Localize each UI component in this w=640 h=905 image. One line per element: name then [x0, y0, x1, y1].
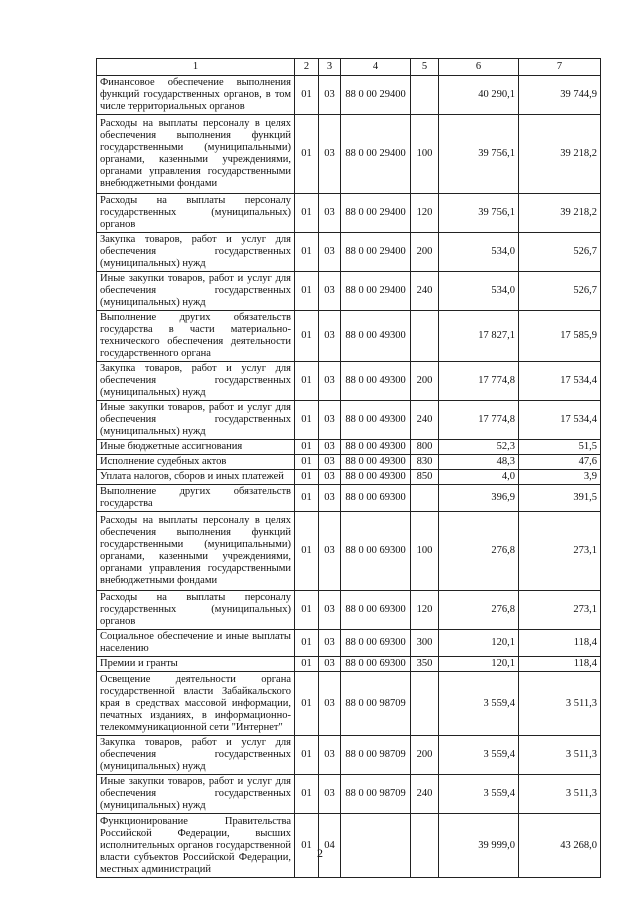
table-row — [97, 485, 601, 512]
cell-name: Закупка товаров, работ и услуг для обеспечения государственных (муниципальных) нужд — [97, 736, 295, 775]
cell-section: 01 — [295, 591, 319, 630]
cell-amount-col6: 534,0 — [439, 272, 519, 311]
cell-target-article: 88 0 00 29400 — [341, 76, 411, 115]
cell-section: 01 — [295, 455, 319, 470]
table-row — [97, 401, 601, 440]
cell-expense-type: 200 — [411, 362, 439, 401]
cell-amount-col7: 39 218,2 — [519, 194, 601, 233]
table-row — [97, 455, 601, 470]
cell-name: Социальное обеспечение и иные выплаты населению — [97, 630, 295, 657]
cell-expense-type: 350 — [411, 657, 439, 672]
cell-section: 01 — [295, 775, 319, 814]
cell-amount-col7: 118,4 — [519, 657, 601, 672]
cell-subsection: 03 — [319, 775, 341, 814]
table-row — [97, 440, 601, 455]
cell-amount-col7: 47,6 — [519, 455, 601, 470]
cell-name: Иные бюджетные ассигнования — [97, 440, 295, 455]
cell-expense-type: 800 — [411, 440, 439, 455]
cell-expense-type: 120 — [411, 194, 439, 233]
cell-target-article: 88 0 00 49300 — [341, 401, 411, 440]
cell-name: Премии и гранты — [97, 657, 295, 672]
cell-section: 01 — [295, 233, 319, 272]
cell-amount-col7: 43 268,0 — [519, 814, 601, 878]
table-body — [97, 76, 601, 878]
cell-amount-col6: 39 756,1 — [439, 115, 519, 194]
cell-target-article: 88 0 00 69300 — [341, 485, 411, 512]
col-header-2: 2 — [295, 59, 319, 76]
cell-subsection: 03 — [319, 672, 341, 736]
cell-amount-col6: 3 559,4 — [439, 775, 519, 814]
cell-expense-type: 240 — [411, 401, 439, 440]
cell-subsection: 03 — [319, 470, 341, 485]
cell-target-article: 88 0 00 29400 — [341, 272, 411, 311]
table-row — [97, 630, 601, 657]
cell-amount-col6: 396,9 — [439, 485, 519, 512]
cell-expense-type: 300 — [411, 630, 439, 657]
cell-subsection: 03 — [319, 440, 341, 455]
cell-name: Выполнение других обязательств государства — [97, 485, 295, 512]
cell-subsection: 03 — [319, 657, 341, 672]
cell-name: Закупка товаров, работ и услуг для обеспечения государственных (муниципальных) нужд — [97, 362, 295, 401]
cell-section: 01 — [295, 657, 319, 672]
cell-subsection: 03 — [319, 401, 341, 440]
cell-target-article: 88 0 00 69300 — [341, 591, 411, 630]
cell-expense-type — [411, 485, 439, 512]
cell-subsection: 03 — [319, 455, 341, 470]
cell-name: Закупка товаров, работ и услуг для обеспечения государственных (муниципальных) нужд — [97, 233, 295, 272]
cell-name: Функционирование Правительства Российской Федерации, высших исполнительных органов государственной власти субъектов Российской Федерации, местных администраций — [97, 814, 295, 878]
cell-expense-type: 850 — [411, 470, 439, 485]
cell-amount-col7: 3 511,3 — [519, 672, 601, 736]
cell-subsection: 03 — [319, 311, 341, 362]
cell-expense-type — [411, 76, 439, 115]
cell-target-article: 88 0 00 29400 — [341, 115, 411, 194]
cell-name: Расходы на выплаты персоналу государственных (муниципальных) органов — [97, 194, 295, 233]
cell-section: 01 — [295, 470, 319, 485]
cell-amount-col7: 526,7 — [519, 233, 601, 272]
table-row — [97, 194, 601, 233]
table-row — [97, 775, 601, 814]
cell-section: 01 — [295, 401, 319, 440]
cell-expense-type — [411, 672, 439, 736]
cell-target-article: 88 0 00 98709 — [341, 672, 411, 736]
col-header-3: 3 — [319, 59, 341, 76]
col-header-4: 4 — [341, 59, 411, 76]
cell-name: Финансовое обеспечение выполнения функций государственных органов, в том числе территориальных органов — [97, 76, 295, 115]
cell-expense-type — [411, 311, 439, 362]
cell-section: 01 — [295, 672, 319, 736]
cell-subsection: 03 — [319, 115, 341, 194]
cell-target-article: 88 0 00 49300 — [341, 311, 411, 362]
col-header-7: 7 — [519, 59, 601, 76]
cell-name: Исполнение судебных актов — [97, 455, 295, 470]
cell-subsection: 03 — [319, 630, 341, 657]
cell-section: 01 — [295, 814, 319, 878]
cell-name: Иные закупки товаров, работ и услуг для обеспечения государственных (муниципальных) нужд — [97, 272, 295, 311]
col-header-1: 1 — [97, 59, 295, 76]
cell-target-article: 88 0 00 98709 — [341, 775, 411, 814]
cell-expense-type: 240 — [411, 775, 439, 814]
cell-subsection: 03 — [319, 591, 341, 630]
cell-amount-col6: 3 559,4 — [439, 672, 519, 736]
table-row — [97, 736, 601, 775]
cell-target-article: 88 0 00 49300 — [341, 455, 411, 470]
cell-amount-col7: 273,1 — [519, 591, 601, 630]
cell-name: Иные закупки товаров, работ и услуг для обеспечения государственных (муниципальных) нужд — [97, 401, 295, 440]
cell-amount-col6: 17 827,1 — [439, 311, 519, 362]
table-row — [97, 657, 601, 672]
cell-amount-col7: 17 585,9 — [519, 311, 601, 362]
cell-section: 01 — [295, 485, 319, 512]
cell-section: 01 — [295, 630, 319, 657]
cell-section: 01 — [295, 512, 319, 591]
cell-target-article: 88 0 00 69300 — [341, 657, 411, 672]
cell-section: 01 — [295, 272, 319, 311]
cell-target-article: 88 0 00 69300 — [341, 630, 411, 657]
cell-amount-col6: 17 774,8 — [439, 362, 519, 401]
cell-section: 01 — [295, 736, 319, 775]
cell-target-article: 88 0 00 49300 — [341, 440, 411, 455]
table-row — [97, 272, 601, 311]
cell-target-article: 88 0 00 98709 — [341, 736, 411, 775]
cell-expense-type: 100 — [411, 115, 439, 194]
table-row — [97, 672, 601, 736]
cell-subsection: 03 — [319, 76, 341, 115]
cell-target-article: 88 0 00 29400 — [341, 233, 411, 272]
cell-amount-col6: 276,8 — [439, 512, 519, 591]
cell-expense-type: 830 — [411, 455, 439, 470]
cell-amount-col7: 3 511,3 — [519, 775, 601, 814]
cell-name: Расходы на выплаты персоналу государственных (муниципальных) органов — [97, 591, 295, 630]
cell-amount-col6: 120,1 — [439, 630, 519, 657]
cell-subsection: 03 — [319, 194, 341, 233]
cell-expense-type: 200 — [411, 233, 439, 272]
cell-amount-col7: 273,1 — [519, 512, 601, 591]
col-header-6: 6 — [439, 59, 519, 76]
cell-amount-col7: 17 534,4 — [519, 362, 601, 401]
cell-target-article: 88 0 00 49300 — [341, 362, 411, 401]
cell-target-article: 88 0 00 49300 — [341, 470, 411, 485]
cell-amount-col7: 391,5 — [519, 485, 601, 512]
cell-name: Иные закупки товаров, работ и услуг для обеспечения государственных (муниципальных) нужд — [97, 775, 295, 814]
cell-subsection: 03 — [319, 362, 341, 401]
cell-section: 01 — [295, 362, 319, 401]
cell-section: 01 — [295, 194, 319, 233]
cell-amount-col6: 39 999,0 — [439, 814, 519, 878]
col-header-5: 5 — [411, 59, 439, 76]
cell-name: Расходы на выплаты персоналу в целях обеспечения выполнения функций государственными (муниципальными) органами, казенными учреждениями, органами управления государственными внебюджетными фондами — [97, 115, 295, 194]
table-row — [97, 311, 601, 362]
header-row — [97, 59, 601, 76]
cell-amount-col7: 39 218,2 — [519, 115, 601, 194]
table-row — [97, 76, 601, 115]
cell-amount-col6: 3 559,4 — [439, 736, 519, 775]
cell-expense-type: 120 — [411, 591, 439, 630]
table-row — [97, 470, 601, 485]
cell-amount-col6: 4,0 — [439, 470, 519, 485]
cell-amount-col6: 48,3 — [439, 455, 519, 470]
cell-subsection: 03 — [319, 736, 341, 775]
table-row — [97, 115, 601, 194]
cell-amount-col7: 526,7 — [519, 272, 601, 311]
page-number: 2 — [317, 846, 323, 860]
cell-name: Расходы на выплаты персоналу в целях обеспечения выполнения функций государственными (муниципальными) органами, казенными учреждениями, органами управления государственными внебюджетными фондами — [97, 512, 295, 591]
cell-section: 01 — [295, 311, 319, 362]
cell-expense-type: 200 — [411, 736, 439, 775]
cell-name: Уплата налогов, сборов и иных платежей — [97, 470, 295, 485]
cell-expense-type: 100 — [411, 512, 439, 591]
cell-amount-col7: 17 534,4 — [519, 401, 601, 440]
cell-amount-col7: 51,5 — [519, 440, 601, 455]
cell-amount-col6: 534,0 — [439, 233, 519, 272]
cell-subsection: 03 — [319, 485, 341, 512]
cell-target-article: 88 0 00 29400 — [341, 194, 411, 233]
cell-name: Выполнение других обязательств государства в части материально-технического обеспечения деятельности государственного органа — [97, 311, 295, 362]
cell-amount-col6: 276,8 — [439, 591, 519, 630]
cell-subsection: 03 — [319, 272, 341, 311]
table-row — [97, 233, 601, 272]
cell-amount-col7: 39 744,9 — [519, 76, 601, 115]
cell-section: 01 — [295, 76, 319, 115]
table-row — [97, 362, 601, 401]
cell-section: 01 — [295, 440, 319, 455]
cell-name: Освещение деятельности органа государственной власти Забайкальского края в средствах массовой информации, печатных изданиях, в информационно-телекоммуникационной сети "Интернет" — [97, 672, 295, 736]
cell-amount-col6: 120,1 — [439, 657, 519, 672]
cell-amount-col7: 118,4 — [519, 630, 601, 657]
cell-section: 01 — [295, 115, 319, 194]
cell-subsection: 04 — [319, 814, 341, 878]
cell-amount-col6: 39 756,1 — [439, 194, 519, 233]
cell-expense-type: 240 — [411, 272, 439, 311]
cell-target-article: 88 0 00 69300 — [341, 512, 411, 591]
cell-amount-col7: 3,9 — [519, 470, 601, 485]
cell-amount-col7: 3 511,3 — [519, 736, 601, 775]
table-row — [97, 512, 601, 591]
cell-subsection: 03 — [319, 512, 341, 591]
table-row — [97, 591, 601, 630]
cell-amount-col6: 52,3 — [439, 440, 519, 455]
budget-table — [96, 58, 601, 878]
cell-subsection: 03 — [319, 233, 341, 272]
cell-amount-col6: 17 774,8 — [439, 401, 519, 440]
cell-amount-col6: 40 290,1 — [439, 76, 519, 115]
